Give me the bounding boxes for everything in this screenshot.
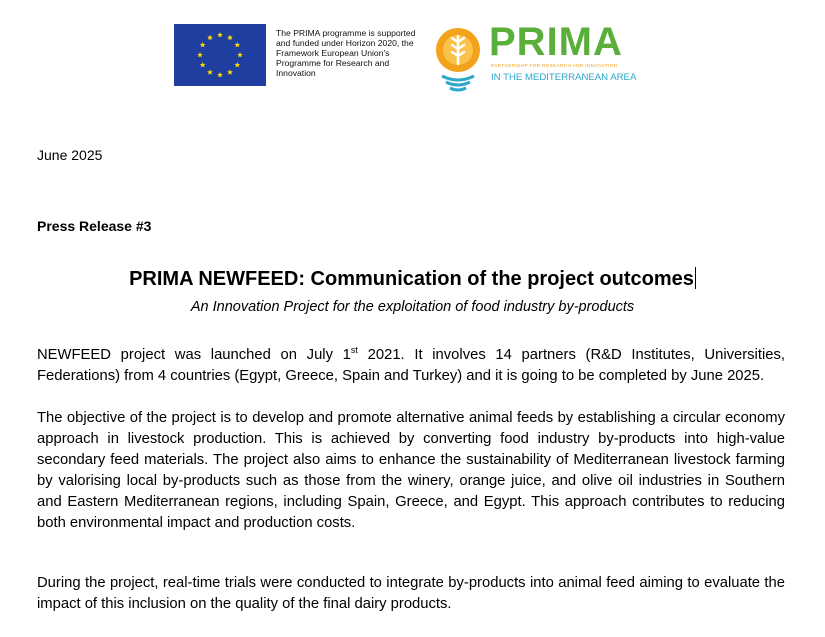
- document-title[interactable]: [0, 267, 825, 291]
- prima-logo: [434, 20, 654, 96]
- prima-area: IN THE MEDITERRANEAN AREA: [491, 72, 637, 83]
- paragraph-launch: [37, 345, 785, 387]
- ordinal-superscript: st: [350, 345, 358, 356]
- header-logos: [174, 20, 654, 96]
- document-date: June 2025: [37, 147, 103, 163]
- document-subtitle: An Innovation Project for the exploitation of food industry by-products: [190, 299, 635, 315]
- eu-funding-text: The PRIMA programme is supported and funded under Horizon 2020, the Framework European Union's Programme for Research and Innovation: [276, 28, 416, 78]
- eu-flag-logo: [174, 24, 266, 86]
- paragraph-trials: During the project, real-time trials were conducted to integrate by-products into animal feed aiming to evaluate the impact of this inclusion on the quality of the final dairy products.: [37, 575, 785, 612]
- press-release-label: Press Release #3: [37, 218, 152, 234]
- prima-tagline: PARTNERSHIP FOR RESEARCH AND INNOVATION: [491, 64, 618, 69]
- document-title-text: PRIMA NEWFEED: Communication of the project outcomes: [129, 268, 694, 290]
- prima-sun-icon: [434, 24, 482, 94]
- prima-wordmark: PRIMA: [489, 20, 623, 64]
- text-cursor: [695, 267, 696, 289]
- paragraph-objective: The objective of the project is to develop and promote alternative animal feeds by establishing a circular economy approach in livestock production. This is achieved by converting food industry by-products into high-value secondary feed materials. The project also aims to enhance the sustainability of Mediterranean livestock farming by valorising local by-products such as those from the winery, orange juice, and olive oil industries in Southern and Eastern Mediterranean regions, including Spain, Greece, and Egypt. This approach contributes to reducing both environmental impact and production costs.: [37, 410, 785, 531]
- paragraph-launch-end: 2021. It involves 14 partners (R&D Institutes, Universities, Federations) from 4 countries (Egypt, Greece, Spain and Turkey) and it is going to be completed by June 2025.: [37, 347, 785, 384]
- paragraph-launch-start: NEWFEED project was launched on July 1: [37, 347, 351, 363]
- eu-stars-icon: [174, 24, 266, 86]
